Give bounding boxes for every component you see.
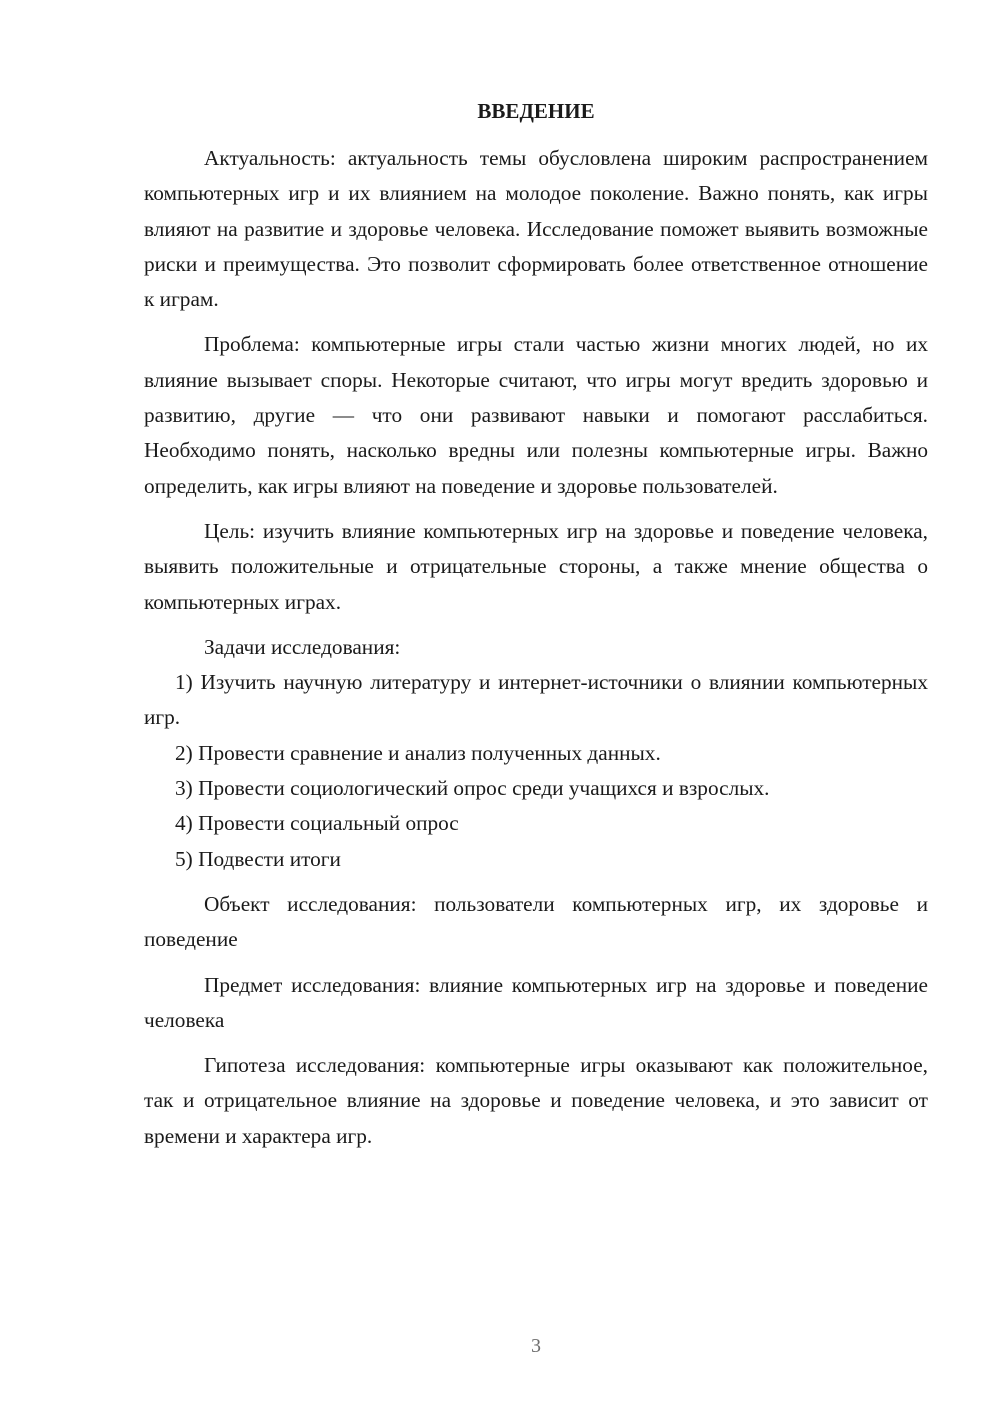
task-item-2: 2) Провести сравнение и анализ полученных данных. bbox=[175, 740, 661, 765]
task-item-5: 5) Подвести итоги bbox=[175, 846, 341, 871]
task-item-1: 1) Изучить научную литературу и интернет-источники о влиянии компьютерных игр. bbox=[144, 670, 928, 730]
goal-paragraph: Цель: изучить влияние компьютерных игр на здоровье и поведение человека, выявить положительные и отрицательные стороны, а также мнение общества о компьютерных играх. bbox=[144, 518, 928, 614]
page-number: 3 bbox=[531, 1335, 541, 1357]
task-item-4: 4) Провести социальный опрос bbox=[175, 811, 459, 836]
problem-paragraph: Проблема: компьютерные игры стали частью жизни многих людей, но их влияние вызывает споры. Некоторые считают, что игры могут вредить здоровью и развитию, другие — что они развивают навыки и помогают расслабиться. Необходимо понять, насколько вредны или полезны компьютерные игры. Важно определить, как игры влияют на поведение и здоровье пользователей. bbox=[144, 332, 928, 498]
tasks-heading: Задачи исследования: bbox=[204, 634, 401, 659]
relevance-paragraph: Актуальность: актуальность темы обусловлена широким распространением компьютерных игр и их влиянием на молодое поколение. Важно понять, как игры влияют на развитие и здоровье человека. Исследование поможет выявить возможные риски и преимущества. Это позволит сформировать более ответственное отношение к играм. bbox=[144, 146, 928, 312]
task-item-3: 3) Провести социологический опрос среди учащихся и взрослых. bbox=[175, 776, 770, 801]
document-body bbox=[144, 141, 928, 1154]
object-paragraph: Объект исследования: пользователи компьютерных игр, их здоровье и поведение bbox=[144, 891, 928, 952]
subject-paragraph: Предмет исследования: влияние компьютерных игр на здоровье и поведение человека bbox=[144, 972, 928, 1032]
hypothesis-paragraph: Гипотеза исследования: компьютерные игры оказывают как положительное, так и отрицательное влияние на здоровье и поведение человека, и это зависит от времени и характера игр. bbox=[144, 1053, 928, 1148]
page-title: ВВЕДЕНИЕ bbox=[477, 99, 595, 123]
